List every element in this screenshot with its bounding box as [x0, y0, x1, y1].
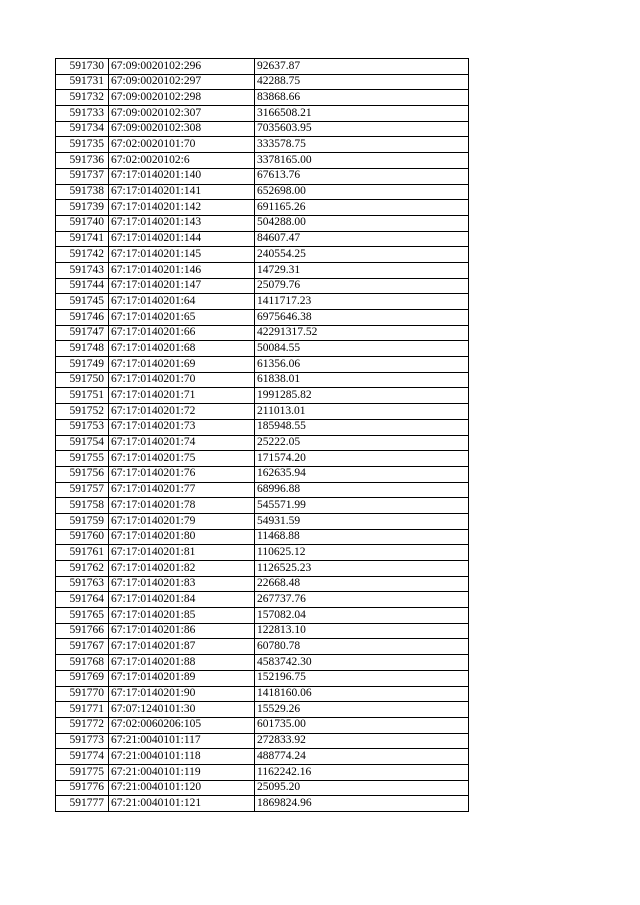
table-row [56, 419, 469, 435]
table-row [56, 686, 469, 702]
row-id-cell: 591754 [56, 435, 109, 451]
cadastral-number-cell: 67:17:0140201:76 [109, 466, 255, 482]
table-row [56, 780, 469, 796]
table-row [56, 670, 469, 686]
table-row [56, 168, 469, 184]
row-id-cell: 591774 [56, 749, 109, 765]
table-row [56, 200, 469, 216]
row-id-cell: 591736 [56, 153, 109, 169]
cadastral-number-cell: 67:17:0140201:141 [109, 184, 255, 200]
table-row [56, 106, 469, 122]
row-id-cell: 591744 [56, 278, 109, 294]
row-id-cell: 591770 [56, 686, 109, 702]
amount-cell: 61838.01 [255, 372, 469, 388]
table-row [56, 639, 469, 655]
cadastral-number-cell: 67:17:0140201:144 [109, 231, 255, 247]
cadastral-number-cell: 67:09:0020102:296 [109, 59, 255, 75]
cadastral-number-cell: 67:21:0040101:121 [109, 796, 255, 812]
amount-cell: 110625.12 [255, 545, 469, 561]
table-row [56, 278, 469, 294]
cadastral-number-cell: 67:17:0140201:90 [109, 686, 255, 702]
cadastral-number-cell: 67:17:0140201:73 [109, 419, 255, 435]
amount-cell: 3378165.00 [255, 153, 469, 169]
row-id-cell: 591772 [56, 717, 109, 733]
table-row [56, 655, 469, 671]
table-row [56, 357, 469, 373]
amount-cell: 42291317.52 [255, 325, 469, 341]
table-row [56, 294, 469, 310]
amount-cell: 6975646.38 [255, 310, 469, 326]
cadastral-number-cell: 67:17:0140201:77 [109, 482, 255, 498]
cadastral-number-cell: 67:17:0140201:83 [109, 576, 255, 592]
amount-cell: 42288.75 [255, 74, 469, 90]
table-row [56, 435, 469, 451]
row-id-cell: 591740 [56, 215, 109, 231]
table-row [56, 529, 469, 545]
amount-cell: 272833.92 [255, 733, 469, 749]
cadastral-number-cell: 67:17:0140201:87 [109, 639, 255, 655]
amount-cell: 60780.78 [255, 639, 469, 655]
amount-cell: 504288.00 [255, 215, 469, 231]
cadastral-number-cell: 67:17:0140201:88 [109, 655, 255, 671]
amount-cell: 25222.05 [255, 435, 469, 451]
table-row [56, 325, 469, 341]
table-row [56, 388, 469, 404]
row-id-cell: 591738 [56, 184, 109, 200]
amount-cell: 333578.75 [255, 137, 469, 153]
row-id-cell: 591743 [56, 262, 109, 278]
row-id-cell: 591737 [56, 168, 109, 184]
table-row [56, 153, 469, 169]
row-id-cell: 591742 [56, 247, 109, 263]
table-row [56, 121, 469, 137]
cadastral-number-cell: 67:17:0140201:85 [109, 608, 255, 624]
cadastral-number-cell: 67:17:0140201:140 [109, 168, 255, 184]
table-row [56, 764, 469, 780]
cadastral-number-cell: 67:17:0140201:146 [109, 262, 255, 278]
cadastral-number-cell: 67:17:0140201:86 [109, 623, 255, 639]
table-body [56, 59, 469, 812]
table-row [56, 74, 469, 90]
amount-cell: 488774.24 [255, 749, 469, 765]
row-id-cell: 591760 [56, 529, 109, 545]
amount-cell: 211013.01 [255, 404, 469, 420]
amount-cell: 162635.94 [255, 466, 469, 482]
amount-cell: 4583742.30 [255, 655, 469, 671]
row-id-cell: 591757 [56, 482, 109, 498]
row-id-cell: 591761 [56, 545, 109, 561]
row-id-cell: 591750 [56, 372, 109, 388]
cadastral-number-cell: 67:17:0140201:80 [109, 529, 255, 545]
table-row [56, 592, 469, 608]
row-id-cell: 591752 [56, 404, 109, 420]
amount-cell: 1126525.23 [255, 561, 469, 577]
amount-cell: 1162242.16 [255, 764, 469, 780]
row-id-cell: 591769 [56, 670, 109, 686]
table-row [56, 717, 469, 733]
cadastral-number-cell: 67:21:0040101:117 [109, 733, 255, 749]
cadastral-number-cell: 67:21:0040101:119 [109, 764, 255, 780]
cadastral-number-cell: 67:17:0140201:69 [109, 357, 255, 373]
table-row [56, 545, 469, 561]
row-id-cell: 591768 [56, 655, 109, 671]
table-row [56, 466, 469, 482]
amount-cell: 15529.26 [255, 702, 469, 718]
row-id-cell: 591749 [56, 357, 109, 373]
row-id-cell: 591732 [56, 90, 109, 106]
amount-cell: 84607.47 [255, 231, 469, 247]
row-id-cell: 591746 [56, 310, 109, 326]
table-row [56, 749, 469, 765]
cadastral-number-cell: 67:17:0140201:75 [109, 451, 255, 467]
table-row [56, 231, 469, 247]
amount-cell: 1991285.82 [255, 388, 469, 404]
row-id-cell: 591756 [56, 466, 109, 482]
cadastral-number-cell: 67:21:0040101:120 [109, 780, 255, 796]
table-row [56, 623, 469, 639]
table-row [56, 513, 469, 529]
row-id-cell: 591771 [56, 702, 109, 718]
cadastral-number-cell: 67:09:0020102:307 [109, 106, 255, 122]
amount-cell: 1869824.96 [255, 796, 469, 812]
cadastral-number-cell: 67:17:0140201:78 [109, 498, 255, 514]
amount-cell: 267737.76 [255, 592, 469, 608]
cadastral-number-cell: 67:02:0060206:105 [109, 717, 255, 733]
amount-cell: 61356.06 [255, 357, 469, 373]
table-row [56, 498, 469, 514]
row-id-cell: 591734 [56, 121, 109, 137]
row-id-cell: 591741 [56, 231, 109, 247]
amount-cell: 157082.04 [255, 608, 469, 624]
amount-cell: 601735.00 [255, 717, 469, 733]
cadastral-number-cell: 67:17:0140201:89 [109, 670, 255, 686]
row-id-cell: 591753 [56, 419, 109, 435]
cadastral-number-cell: 67:17:0140201:143 [109, 215, 255, 231]
cadastral-number-cell: 67:17:0140201:68 [109, 341, 255, 357]
amount-cell: 7035603.95 [255, 121, 469, 137]
row-id-cell: 591775 [56, 764, 109, 780]
cadastral-number-cell: 67:09:0020102:308 [109, 121, 255, 137]
cadastral-number-cell: 67:17:0140201:65 [109, 310, 255, 326]
cadastral-number-cell: 67:17:0140201:66 [109, 325, 255, 341]
cadastral-number-cell: 67:09:0020102:298 [109, 90, 255, 106]
row-id-cell: 591759 [56, 513, 109, 529]
cadastral-number-cell: 67:17:0140201:142 [109, 200, 255, 216]
row-id-cell: 591733 [56, 106, 109, 122]
table-row [56, 372, 469, 388]
amount-cell: 122813.10 [255, 623, 469, 639]
cadastral-number-cell: 67:17:0140201:147 [109, 278, 255, 294]
amount-cell: 25095.20 [255, 780, 469, 796]
row-id-cell: 591745 [56, 294, 109, 310]
row-id-cell: 591765 [56, 608, 109, 624]
table-row [56, 184, 469, 200]
cadastral-number-cell: 67:17:0140201:74 [109, 435, 255, 451]
data-table [55, 58, 469, 812]
table-row [56, 608, 469, 624]
cadastral-number-cell: 67:17:0140201:81 [109, 545, 255, 561]
row-id-cell: 591763 [56, 576, 109, 592]
table-row [56, 796, 469, 812]
row-id-cell: 591767 [56, 639, 109, 655]
row-id-cell: 591739 [56, 200, 109, 216]
amount-cell: 652698.00 [255, 184, 469, 200]
row-id-cell: 591731 [56, 74, 109, 90]
cadastral-number-cell: 67:17:0140201:72 [109, 404, 255, 420]
table-row [56, 561, 469, 577]
cadastral-number-cell: 67:17:0140201:70 [109, 372, 255, 388]
amount-cell: 68996.88 [255, 482, 469, 498]
table-row [56, 247, 469, 263]
row-id-cell: 591735 [56, 137, 109, 153]
table-row [56, 341, 469, 357]
amount-cell: 83868.66 [255, 90, 469, 106]
table-row [56, 90, 469, 106]
amount-cell: 171574.20 [255, 451, 469, 467]
cadastral-number-cell: 67:07:1240101:30 [109, 702, 255, 718]
amount-cell: 3166508.21 [255, 106, 469, 122]
amount-cell: 67613.76 [255, 168, 469, 184]
table-row [56, 215, 469, 231]
table-row [56, 576, 469, 592]
table-row [56, 262, 469, 278]
amount-cell: 1418160.06 [255, 686, 469, 702]
table-row [56, 137, 469, 153]
cadastral-number-cell: 67:17:0140201:84 [109, 592, 255, 608]
amount-cell: 185948.55 [255, 419, 469, 435]
amount-cell: 50084.55 [255, 341, 469, 357]
row-id-cell: 591777 [56, 796, 109, 812]
table-row [56, 59, 469, 75]
row-id-cell: 591776 [56, 780, 109, 796]
cadastral-number-cell: 67:17:0140201:71 [109, 388, 255, 404]
row-id-cell: 591755 [56, 451, 109, 467]
row-id-cell: 591758 [56, 498, 109, 514]
cadastral-number-cell: 67:21:0040101:118 [109, 749, 255, 765]
row-id-cell: 591773 [56, 733, 109, 749]
table-row [56, 404, 469, 420]
cadastral-number-cell: 67:17:0140201:145 [109, 247, 255, 263]
row-id-cell: 591730 [56, 59, 109, 75]
amount-cell: 54931.59 [255, 513, 469, 529]
amount-cell: 545571.99 [255, 498, 469, 514]
amount-cell: 152196.75 [255, 670, 469, 686]
row-id-cell: 591764 [56, 592, 109, 608]
amount-cell: 14729.31 [255, 262, 469, 278]
amount-cell: 92637.87 [255, 59, 469, 75]
amount-cell: 25079.76 [255, 278, 469, 294]
row-id-cell: 591766 [56, 623, 109, 639]
amount-cell: 1411717.23 [255, 294, 469, 310]
cadastral-number-cell: 67:02:0020102:6 [109, 153, 255, 169]
table-row [56, 733, 469, 749]
row-id-cell: 591748 [56, 341, 109, 357]
table-row [56, 310, 469, 326]
row-id-cell: 591751 [56, 388, 109, 404]
amount-cell: 22668.48 [255, 576, 469, 592]
row-id-cell: 591762 [56, 561, 109, 577]
row-id-cell: 591747 [56, 325, 109, 341]
cadastral-number-cell: 67:02:0020101:70 [109, 137, 255, 153]
cadastral-number-cell: 67:17:0140201:82 [109, 561, 255, 577]
cadastral-number-cell: 67:17:0140201:79 [109, 513, 255, 529]
cadastral-number-cell: 67:17:0140201:64 [109, 294, 255, 310]
table-row [56, 451, 469, 467]
amount-cell: 240554.25 [255, 247, 469, 263]
table-row [56, 482, 469, 498]
table-row [56, 702, 469, 718]
cadastral-number-cell: 67:09:0020102:297 [109, 74, 255, 90]
amount-cell: 691165.26 [255, 200, 469, 216]
amount-cell: 11468.88 [255, 529, 469, 545]
